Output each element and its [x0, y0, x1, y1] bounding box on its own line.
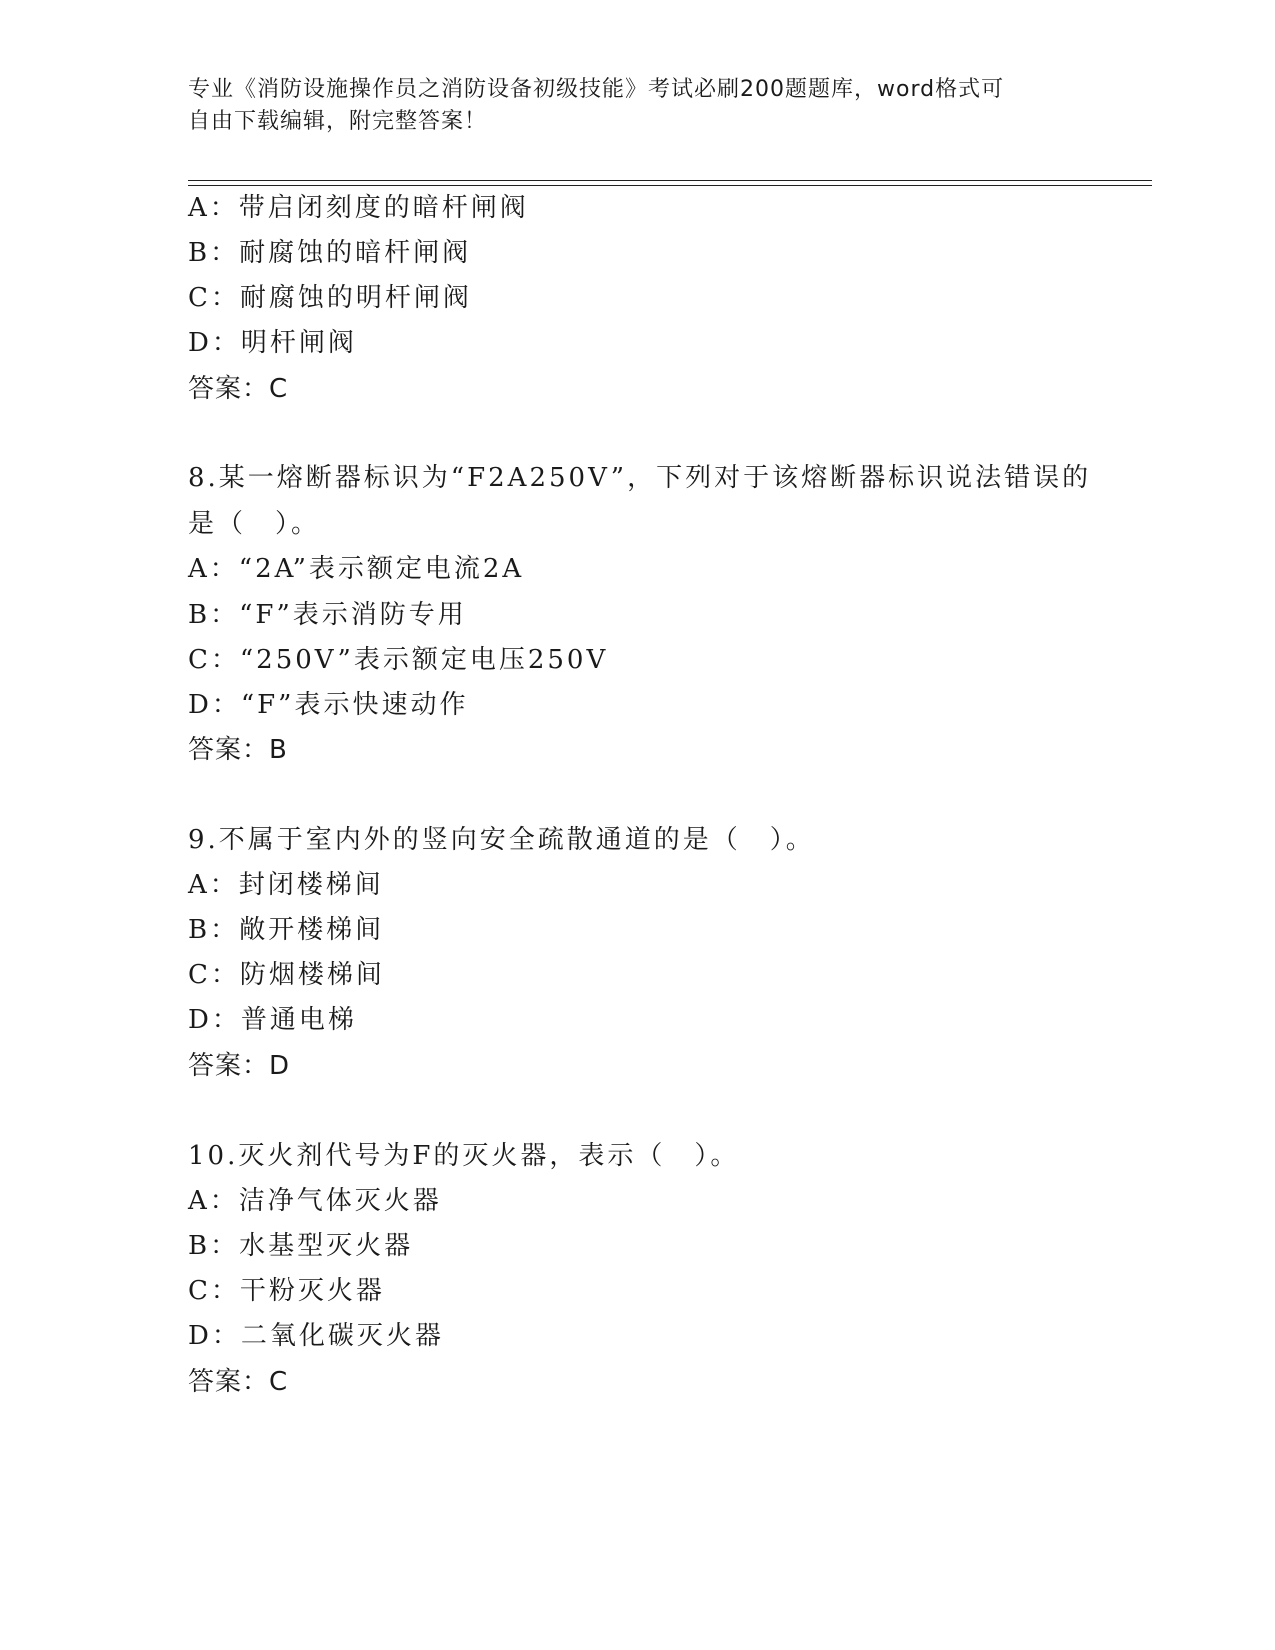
q8-option-c: C：“250V”表示额定电压250V: [188, 645, 609, 675]
q8-option-d: D：“F”表示快速动作: [188, 690, 469, 720]
q9-option-d: D：普通电梯: [188, 1005, 357, 1035]
q8-option-b: B：“F”表示消防专用: [188, 600, 467, 630]
q9-answer: 答案：D: [188, 1051, 291, 1081]
q8-stem-line-1: 8.某一熔断器标识为“F2A250V”，下列对于该熔断器标识说法错误的: [188, 463, 1092, 493]
document-header: [188, 74, 1068, 138]
header-divider-top: [188, 180, 1152, 181]
q10-option-b: B：水基型灭火器: [188, 1231, 414, 1261]
q7-option-a: A：带启闭刻度的暗杆闸阀: [188, 193, 529, 223]
q7-option-b: B：耐腐蚀的暗杆闸阀: [188, 238, 472, 268]
q9-option-b: B：敞开楼梯间: [188, 915, 385, 945]
q7-answer: 答案：C: [188, 374, 289, 404]
header-line-2: 自由下载编辑，附完整答案！: [188, 109, 488, 134]
q10-option-d: D：二氧化碳灭火器: [188, 1321, 444, 1351]
q9-option-c: C：防烟楼梯间: [188, 960, 385, 990]
header-divider-bottom: [188, 185, 1152, 186]
q10-answer: 答案：C: [188, 1367, 289, 1397]
q8-option-a: A：“2A”表示额定电流2A: [188, 554, 525, 584]
q9-stem: 9.不属于室内外的竖向安全疏散通道的是（ ）。: [188, 825, 815, 855]
q8-stem-line-2: 是（ ）。: [188, 509, 321, 539]
q10-option-c: C：干粉灭火器: [188, 1276, 385, 1306]
q7-option-c: C：耐腐蚀的明杆闸阀: [188, 283, 472, 313]
q10-option-a: A：洁净气体灭火器: [188, 1186, 442, 1216]
q9-option-a: A：封闭楼梯间: [188, 870, 384, 900]
q7-option-d: D：明杆闸阀: [188, 328, 357, 358]
header-line-1: 专业《消防设施操作员之消防设备初级技能》考试必刷200题题库，word格式可: [188, 77, 1005, 102]
q10-stem: 10.灭火剂代号为F的灭火器，表示（ ）。: [188, 1141, 740, 1171]
q8-answer: 答案：B: [188, 735, 288, 765]
